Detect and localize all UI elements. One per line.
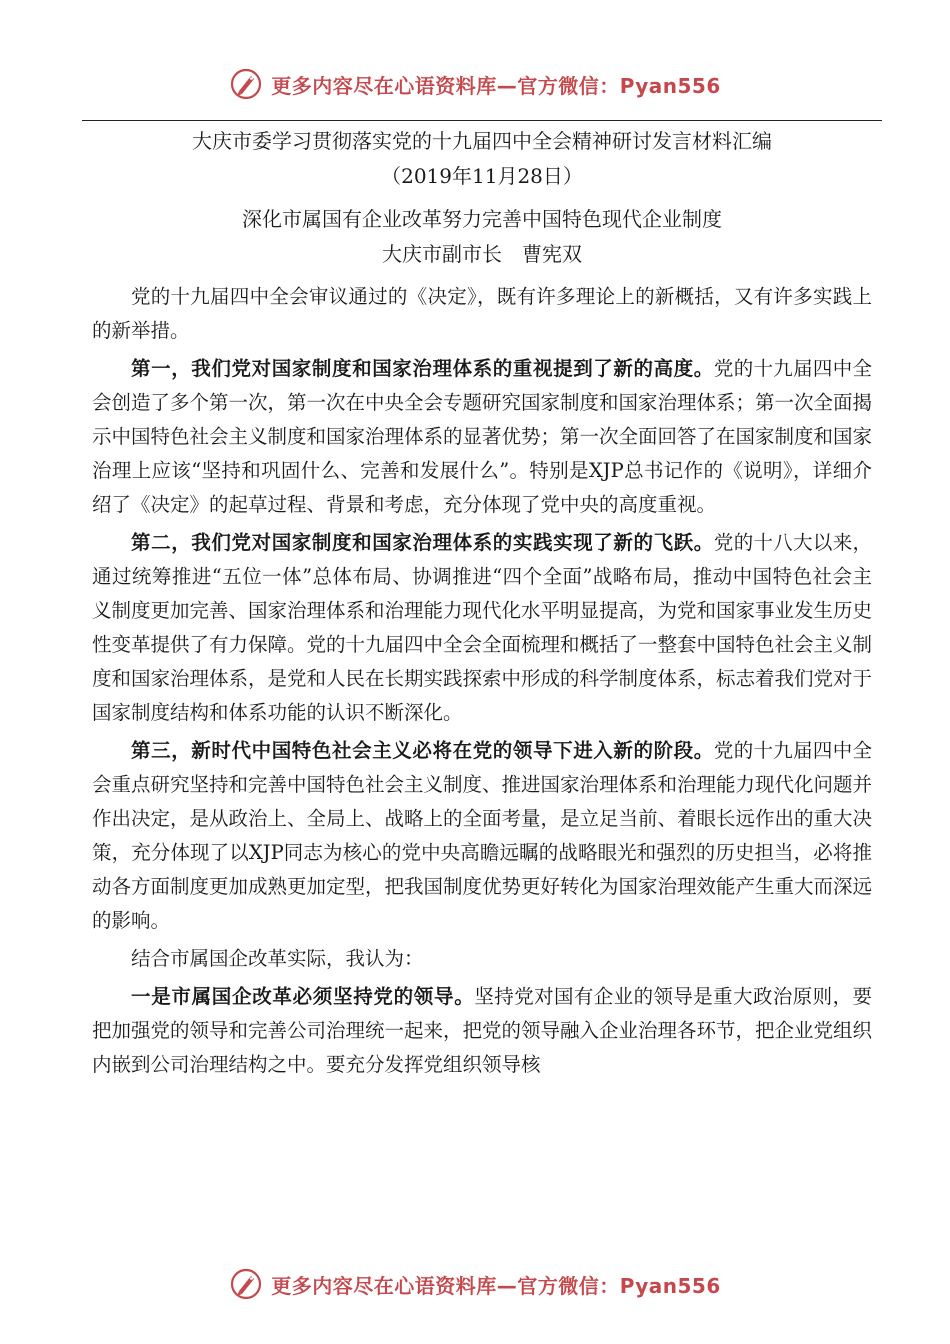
speech-author: 大庆市副市长 曹宪双	[382, 242, 582, 266]
header-divider	[82, 120, 882, 121]
document-date: （2019年11月28日）	[381, 164, 583, 188]
watermark-text: 更多内容尽在心语资料库—官方微信：Pyan556	[271, 73, 721, 98]
paragraph-text: 结合市属国企改革实际，我认为：	[131, 947, 424, 970]
paragraph-point-3	[92, 734, 872, 938]
paragraph-lead: 第二，我们党对国家制度和国家治理体系的实践实现了新的飞跃。	[131, 531, 714, 554]
paragraph-point-1	[92, 352, 872, 522]
speech-title: 深化市属国有企业改革努力完善中国特色现代企业制度	[242, 207, 722, 231]
paragraph-text: 党的十九届四中全会创造了多个第一次，第一次在中央全会专题研究国家制度和国家治理体系；第一次全面揭示中国特色社会主义制度和国家治理体系的显著优势；第一次全面回答了在国家制度和国家治理上应该“坚持和巩固什么、完善和发展什么”。特别是XJP总书记作的《说明》，详细介绍了《决定》的起草过程、背景和考虑，充分体现了党中央的高度重视。	[92, 357, 873, 516]
pen-nib-logo-icon	[229, 67, 263, 101]
document-title: 大庆市委学习贯彻落实党的十九届四中全会精神研讨发言材料汇编	[192, 129, 772, 153]
paragraph-transition	[92, 942, 872, 976]
paragraph-lead: 第三，新时代中国特色社会主义必将在党的领导下进入新的阶段。	[131, 739, 714, 762]
paragraph-text: 党的十九届四中全会重点研究坚持和完善中国特色社会主义制度、推进国家治理体系和治理能力现代化问题并作出决定，是从政治上、全局上、战略上的全面考量，是立足当前、着眼长远作出的重大决策，充分体现了以XJP同志为核心的党中央高瞻远瞩的战略眼光和强烈的历史担当，必将推动各方面制度更加成熟更加定型，把我国制度优势更好转化为国家治理效能产生重大而深远的影响。	[92, 739, 873, 932]
paragraph-text: 党的十八大以来，通过统筹推进“五位一体”总体布局、协调推进“四个全面”战略布局，推动中国特色社会主义制度更加完善、国家治理体系和治理能力现代化水平明显提高，为党和国家事业发生历史性变革提供了有力保障。党的十九届四中全会全面梳理和概括了一整套中国特色社会主义制度和国家治理体系，是党和人民在长期实践探索中形成的科学制度体系，标志着我们党对于国家制度结构和体系功能的认识不断深化。	[92, 531, 873, 724]
paragraph-lead: 第一，我们党对国家制度和国家治理体系的重视提到了新的高度。	[131, 357, 714, 380]
paragraph-point-2	[92, 526, 872, 730]
paragraph-text: 坚持党对国有企业的领导是重大政治原则，要把加强党的领导和完善公司治理统一起来，把党的领导融入企业治理各环节，把企业党组织内嵌到公司治理结构之中。要充分发挥党组织领导核	[92, 985, 873, 1076]
watermark-footer	[0, 1262, 950, 1306]
paragraph-item-1	[92, 980, 872, 1082]
watermark-text: 更多内容尽在心语资料库—官方微信：Pyan556	[271, 1273, 721, 1298]
pen-nib-logo-icon	[229, 1267, 263, 1301]
document-body	[92, 124, 872, 1082]
paragraph-intro	[92, 280, 872, 348]
paragraph-text: 党的十九届四中全会审议通过的《决定》，既有许多理论上的新概括，又有许多实践上的新举措。	[92, 285, 872, 342]
paragraph-lead: 一是市属国企改革必须坚持党的领导。	[131, 985, 475, 1008]
watermark-header	[0, 62, 950, 106]
